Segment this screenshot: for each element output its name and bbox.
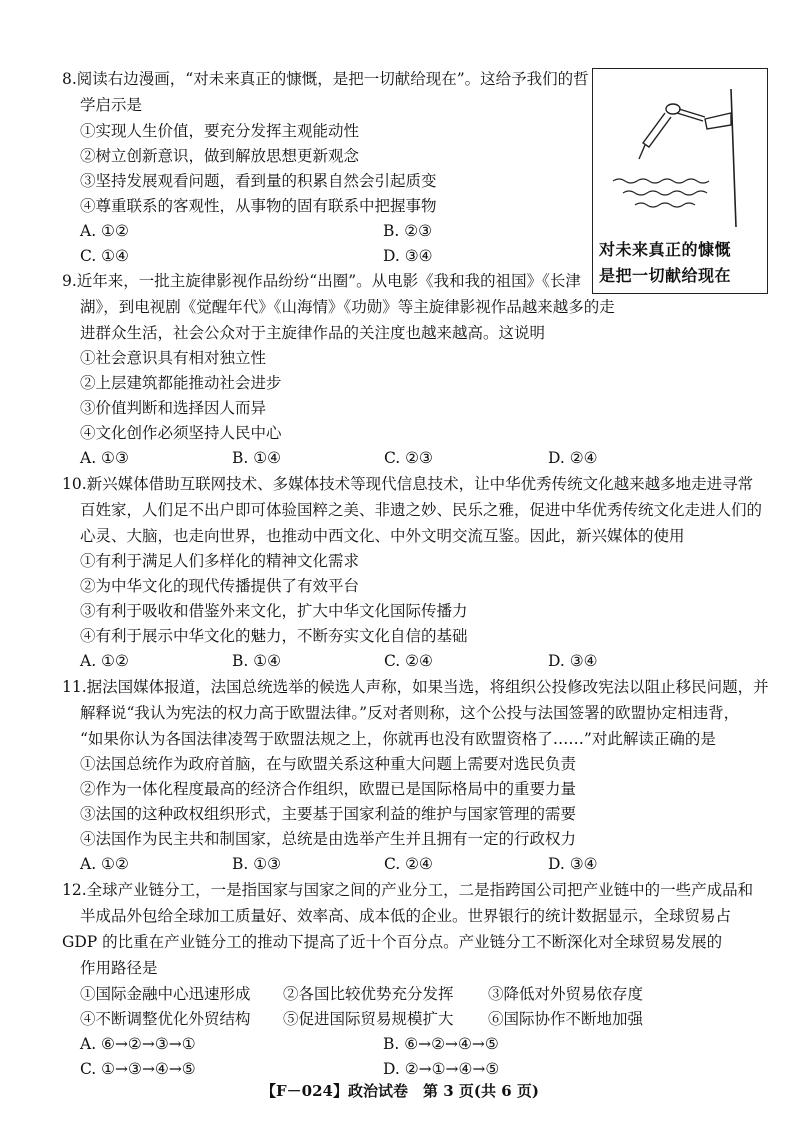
q8-option-1: ①实现人生价值，要充分发挥主观能动性 [80, 122, 360, 140]
q11-stem-line2: 解释说“我认为宪法的权力高于欧盟法律。”反对者则称，这个公投与法国签署的欧盟协定相违背， [80, 704, 740, 722]
q8-option-4: ④尊重联系的客观性，从事物的固有联系中把握事物 [80, 197, 437, 215]
q11-option-1: ①法国总统作为政府首脑，在与欧盟关系这种重大问题上需要对选民负责 [80, 755, 577, 773]
q12-option-3: ③降低对外贸易依存度 [488, 985, 644, 1003]
q9-answer-c: C. ②③ [384, 449, 433, 467]
q9-stem-line2: 湖》，到电视剧《觉醒年代》《山海情》《功勋》等主旋律影视作品越来越多的走 [80, 298, 615, 316]
q11-option-2: ②作为一体化程度最高的经济合作组织，欧盟已是国际格局中的重要力量 [80, 780, 577, 798]
q9-option-3: ③价值判断和选择因人而异 [80, 399, 267, 417]
q12-answer-c: C. ①→③→④→⑤ [80, 1060, 196, 1078]
q10-option-3: ③有利于吸收和借鉴外来文化，扩大中华文化国际传播力 [80, 602, 468, 620]
q9-option-4: ④文化创作必须坚持人民中心 [80, 424, 282, 442]
q12-option-1: ①国际金融中心迅速形成 [80, 985, 251, 1003]
q12-stem-line1: 12.全球产业链分工，一是指国家与国家之间的产业分工，二是指跨国公司把产业链中的一些产成品和 [62, 881, 754, 899]
q8-stem-line1: 8.阅读右边漫画，“对未来真正的慷慨，是把一切献给现在”。这给予我们的哲 [62, 70, 589, 88]
q12-answer-a: A. ⑥→②→③→① [80, 1035, 196, 1053]
q11-answer-b: B. ①③ [232, 855, 282, 873]
q8-stem-line2: 学启示是 [80, 96, 143, 114]
q12-option-6: ⑥国际协作不断地加强 [488, 1010, 644, 1028]
q10-option-1: ①有利于满足人们多样化的精神文化需求 [80, 552, 360, 570]
q10-answer-d: D. ③④ [548, 652, 598, 670]
q11-answer-c: C. ②④ [384, 855, 433, 873]
q10-stem-line2: 百姓家，人们足不出户即可体验国粹之美、非遗之妙、民乐之雅，促进中华优秀传统文化走进人们的 [80, 501, 763, 519]
q12-option-2: ②各国比较优势充分发挥 [283, 985, 454, 1003]
q10-stem-line1: 10.新兴媒体借助互联网技术、多媒体技术等现代信息技术，让中华优秀传统文化越来越多地走进寻常 [62, 475, 754, 493]
q12-stem-line3: GDP 的比重在产业链分工的推动下提高了近十个百分点。产业链分工不断深化对全球贸易发展的 [62, 933, 723, 951]
q9-answer-b: B. ①④ [232, 449, 282, 467]
q9-stem-line3: 进群众生活，社会公众对于主旋律作品的关注度也越来越高。这说明 [80, 324, 546, 342]
q11-answer-d: D. ③④ [548, 855, 598, 873]
q9-option-2: ②上层建筑都能推动社会进步 [80, 374, 282, 392]
q9-answer-a: A. ①③ [80, 449, 129, 467]
q12-stem-line2: 半成品外包给全球加工质量好、效率高、成本低的企业。世界银行的统计数据显示，全球贸易占 [80, 907, 732, 925]
water-wave-3 [635, 203, 695, 207]
q12-answer-d: D. ②→①→④→⑤ [383, 1060, 500, 1078]
q11-stem-line1: 11.据法国媒体报道，法国总统选举的候选人声称，如果当选，将组织公投修改宪法以阻止移民问题，并 [62, 678, 769, 696]
q10-answer-a: A. ①② [80, 652, 129, 670]
q9-stem-line1: 9.近年来，一批主旋律影视作品纷纷“出圈”。从电影《我和我的祖国》《长津 [62, 272, 581, 290]
water-wave-1 [613, 179, 709, 183]
q11-answer-a: A. ①② [80, 855, 129, 873]
q10-option-2: ②为中华文化的现代传播提供了有效平台 [80, 577, 360, 595]
q12-answer-b: B. ⑥→②→④→⑤ [383, 1035, 499, 1053]
diver-head [666, 104, 680, 114]
cartoon-figure [592, 68, 768, 294]
q9-option-1: ①社会意识具有相对独立性 [80, 349, 267, 367]
q10-answer-b: B. ①④ [232, 652, 282, 670]
cartoon-caption-line2: 是把一切献给现在 [599, 266, 732, 285]
q10-option-4: ④有利于展示中华文化的魅力，不断夯实文化自信的基础 [80, 627, 468, 645]
q12-stem-line4: 作用路径是 [80, 959, 158, 977]
q8-option-2: ②树立创新意识，做到解放思想更新观念 [80, 147, 360, 165]
q8-option-3: ③坚持发展观看问题，看到量的积累自然会引起质变 [80, 172, 437, 190]
water-wave-2 [623, 191, 707, 195]
page-footer: 【F－024】政治试卷 第 3 页(共 6 页) [261, 1082, 539, 1100]
q12-option-5: ⑤促进国际贸易规模扩大 [283, 1010, 454, 1028]
q10-stem-line3: 心灵、大脑，也走向世界，也推动中西文化、中外文明交流互鉴。因此，新兴媒体的使用 [80, 527, 685, 545]
q9-answer-d: D. ②④ [548, 449, 598, 467]
q8-answer-a: A. ①② [80, 222, 129, 240]
q8-answer-b: B. ②③ [383, 222, 433, 240]
q11-stem-line3: “如果你认为各国法律凌驾于欧盟法规之上，你就再也没有欧盟资格了……”对此解读正确的是 [80, 730, 716, 748]
diver-illustration [593, 69, 766, 229]
q11-option-4: ④法国作为民主共和制国家，总统是由选举产生并且拥有一定的行政权力 [80, 830, 577, 848]
q10-answer-c: C. ②④ [384, 652, 433, 670]
q8-answer-d: D. ③④ [383, 247, 433, 265]
cartoon-caption-line1: 对未来真正的慷慨 [599, 240, 732, 259]
diver-body [643, 113, 671, 147]
q8-answer-c: C. ①④ [80, 247, 129, 265]
q11-option-3: ③法国的这种政权组织形式，主要基于国家利益的维护与国家管理的需要 [80, 805, 577, 823]
q12-option-4: ④不断调整优化外贸结构 [80, 1010, 251, 1028]
